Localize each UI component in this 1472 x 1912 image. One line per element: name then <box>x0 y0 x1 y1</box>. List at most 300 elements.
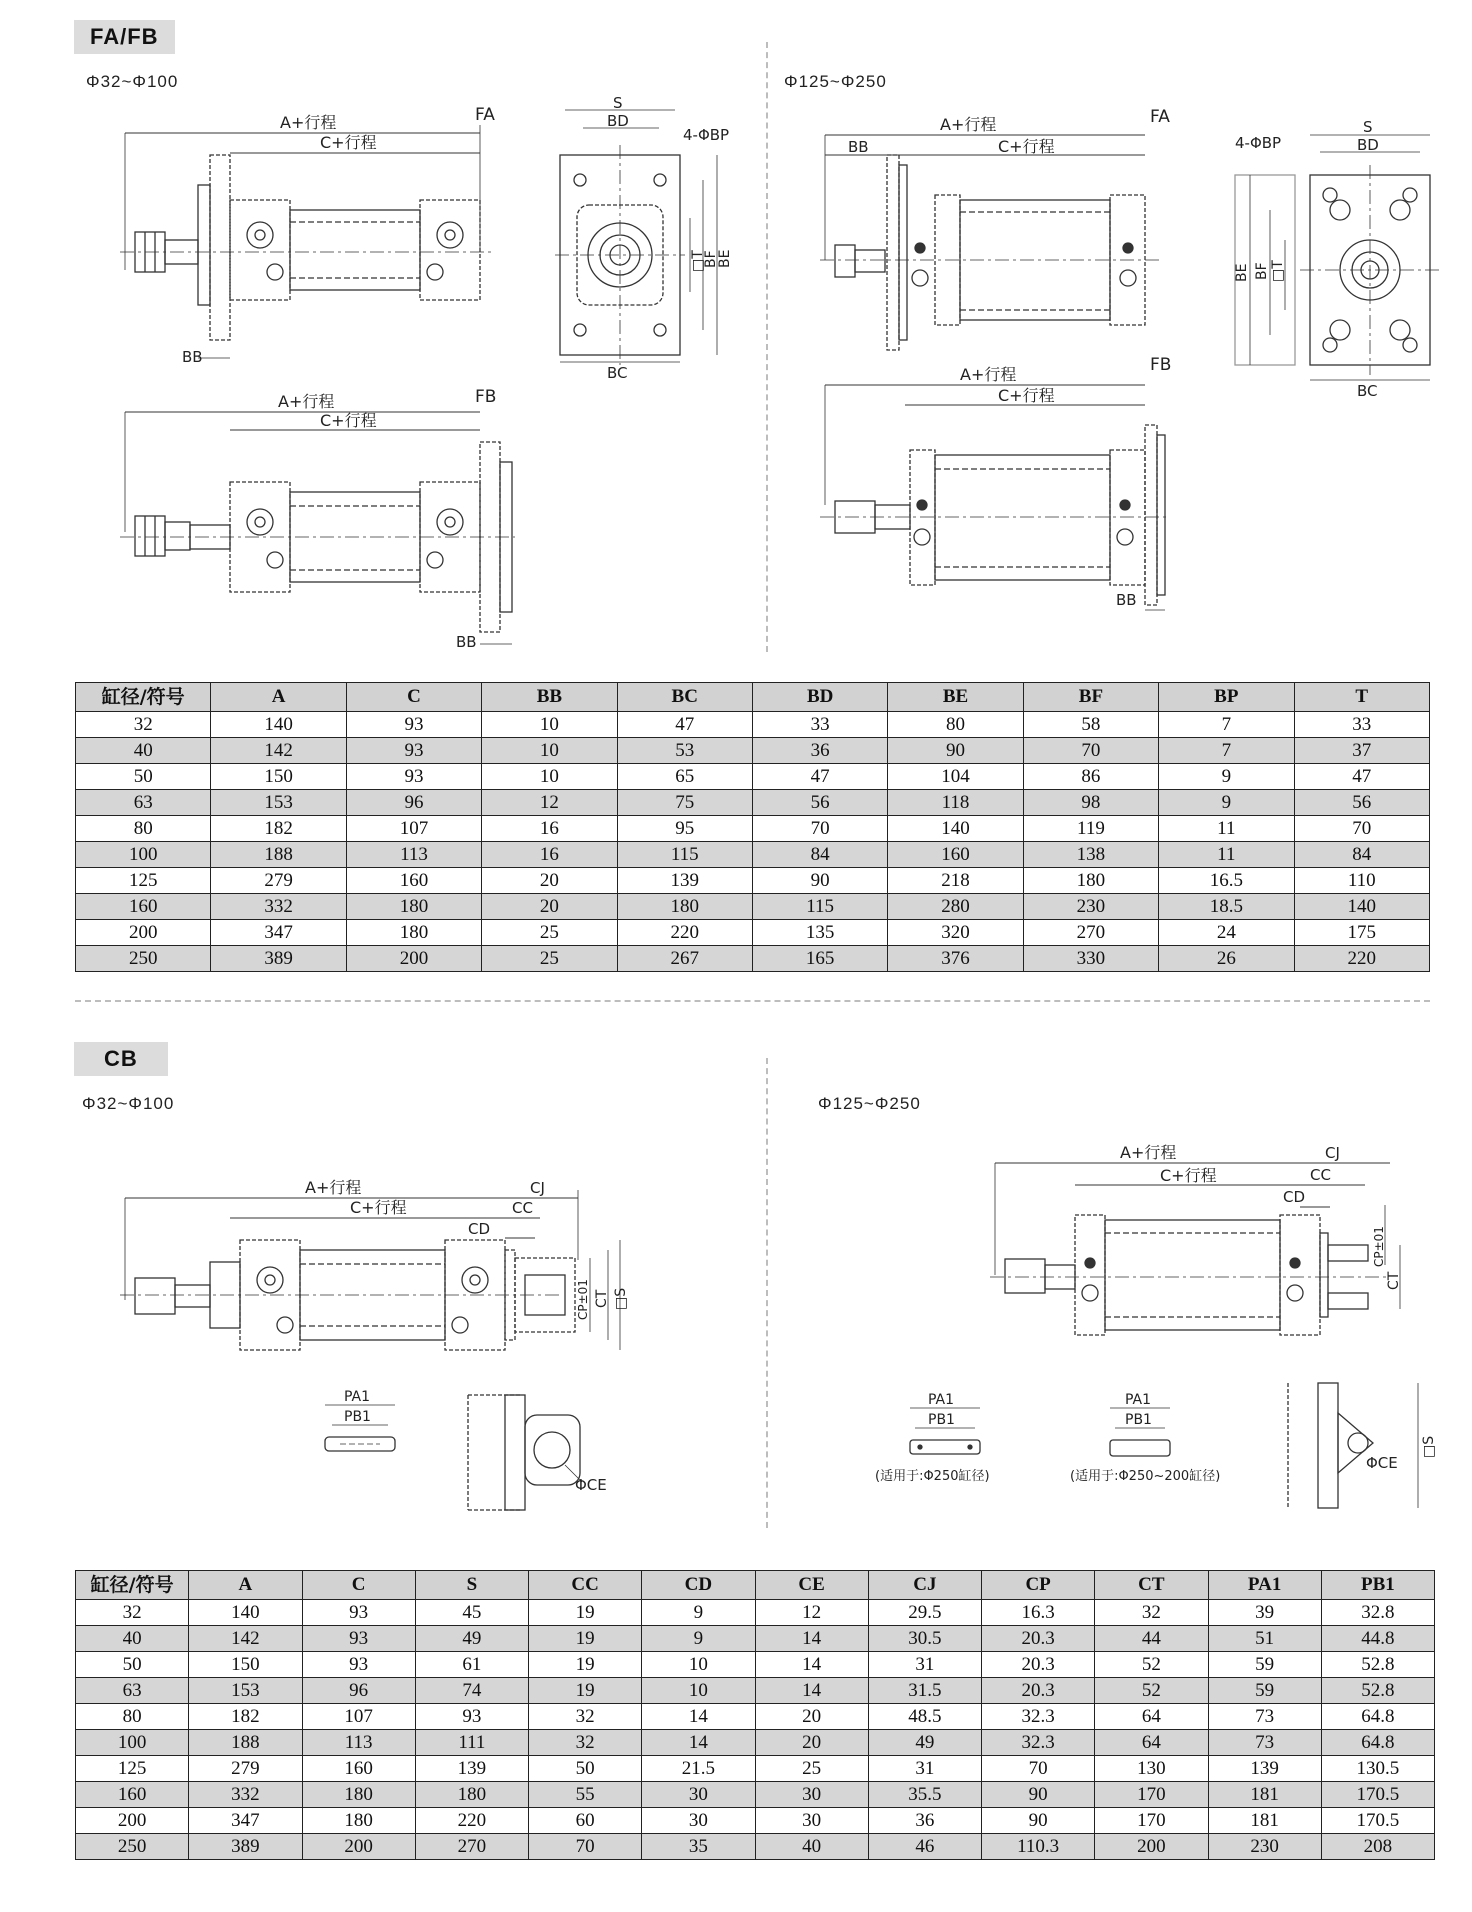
table-cell: 93 <box>346 712 481 738</box>
table-cell: 30.5 <box>868 1626 981 1652</box>
cb-small-s-label: □S <box>613 1287 629 1310</box>
table-cell: 160 <box>76 1782 189 1808</box>
table-cell: 50 <box>529 1756 642 1782</box>
table-cell: 65 <box>617 764 752 790</box>
table-cell: 32.8 <box>1321 1600 1434 1626</box>
table-cell: 180 <box>415 1782 528 1808</box>
fa-small-t-label: □T <box>690 250 706 272</box>
table-cell: 84 <box>752 842 887 868</box>
table-cell: 93 <box>302 1626 415 1652</box>
table-row <box>76 920 1430 946</box>
table-cell: 32 <box>529 1730 642 1756</box>
cb-small-a-label: A+行程 <box>305 1178 362 1197</box>
cb-large-clevis-drawing <box>1278 1378 1438 1518</box>
table-cell: 12 <box>755 1600 868 1626</box>
column-header: BD <box>752 683 887 712</box>
table-cell: 175 <box>1294 920 1429 946</box>
fb-large-fb-label: FB <box>1150 355 1172 375</box>
table-cell: 107 <box>302 1704 415 1730</box>
table-cell: 279 <box>189 1756 302 1782</box>
cb-small-ce-label: ΦCE <box>575 1476 607 1494</box>
table-cell: 56 <box>752 790 887 816</box>
table-cell: 230 <box>1023 894 1158 920</box>
table-cell: 140 <box>189 1600 302 1626</box>
fa-large-bd-label: BD <box>1357 136 1379 154</box>
table-cell: 95 <box>617 816 752 842</box>
table-cell: 180 <box>346 894 481 920</box>
table-cell: 93 <box>302 1652 415 1678</box>
cb-large-pin1-note: (适用于:Φ250缸径) <box>875 1469 990 1484</box>
fafb-section-tag: FA/FB <box>74 20 175 54</box>
cb-small-cp-label: CP±01 <box>576 1279 590 1320</box>
table-cell: 160 <box>302 1756 415 1782</box>
table-cell: 130.5 <box>1321 1756 1434 1782</box>
fb-small-c-label: C+行程 <box>320 411 377 430</box>
table-cell: 170.5 <box>1321 1808 1434 1834</box>
cb-large-pin1-pb1-label: PB1 <box>928 1412 955 1428</box>
table-cell: 93 <box>302 1600 415 1626</box>
fafb-dimension-table <box>75 682 1430 972</box>
table-cell: 181 <box>1208 1808 1321 1834</box>
table-row <box>76 946 1430 972</box>
table-cell: 75 <box>617 790 752 816</box>
table-cell: 16 <box>482 842 617 868</box>
table-cell: 170.5 <box>1321 1782 1434 1808</box>
table-cell: 90 <box>752 868 887 894</box>
table-cell: 376 <box>888 946 1023 972</box>
fa-large-bc-label: BC <box>1357 382 1378 400</box>
table-cell: 200 <box>346 946 481 972</box>
table-cell: 142 <box>189 1626 302 1652</box>
table-cell: 153 <box>189 1678 302 1704</box>
table-cell: 280 <box>888 894 1023 920</box>
table-cell: 332 <box>211 894 346 920</box>
fa-small-fa-label: FA <box>475 105 495 125</box>
table-cell: 170 <box>1095 1782 1208 1808</box>
table-cell: 389 <box>189 1834 302 1860</box>
fa-large-bp-label: 4-ΦBP <box>1235 134 1282 152</box>
table-cell: 55 <box>529 1782 642 1808</box>
table-cell: 32 <box>76 1600 189 1626</box>
table-cell: 320 <box>888 920 1023 946</box>
cb-small-side-drawing <box>120 1180 680 1380</box>
column-header: CJ <box>868 1571 981 1600</box>
column-header: BE <box>888 683 1023 712</box>
table-cell: 73 <box>1208 1704 1321 1730</box>
fa-small-bc-label: BC <box>607 364 628 382</box>
table-cell: 142 <box>211 738 346 764</box>
table-row <box>76 764 1430 790</box>
table-cell: 30 <box>642 1808 755 1834</box>
table-cell: 230 <box>1208 1834 1321 1860</box>
table-cell: 33 <box>1294 712 1429 738</box>
table-cell: 70 <box>529 1834 642 1860</box>
table-cell: 19 <box>529 1678 642 1704</box>
table-cell: 180 <box>302 1808 415 1834</box>
table-cell: 26 <box>1159 946 1294 972</box>
fa-small-be-label: BE <box>717 249 733 268</box>
table-cell: 19 <box>529 1600 642 1626</box>
table-cell: 44 <box>1095 1626 1208 1652</box>
table-cell: 332 <box>189 1782 302 1808</box>
table-cell: 48.5 <box>868 1704 981 1730</box>
table-cell: 56 <box>1294 790 1429 816</box>
table-cell: 218 <box>888 868 1023 894</box>
table-cell: 140 <box>211 712 346 738</box>
table-cell: 96 <box>346 790 481 816</box>
table-cell: 130 <box>1095 1756 1208 1782</box>
table-cell: 64 <box>1095 1730 1208 1756</box>
table-cell: 21.5 <box>642 1756 755 1782</box>
table-cell: 115 <box>617 842 752 868</box>
column-header: PB1 <box>1321 1571 1434 1600</box>
table-cell: 40 <box>76 738 211 764</box>
table-cell: 25 <box>482 946 617 972</box>
table-cell: 86 <box>1023 764 1158 790</box>
cb-large-cj-label: CJ <box>1325 1144 1340 1162</box>
table-row <box>76 790 1430 816</box>
column-header: CC <box>529 1571 642 1600</box>
table-cell: 135 <box>752 920 887 946</box>
table-row <box>76 738 1430 764</box>
table-cell: 46 <box>868 1834 981 1860</box>
table-cell: 36 <box>752 738 887 764</box>
fa-small-a-label: A+行程 <box>280 113 337 132</box>
fb-large-a-label: A+行程 <box>960 365 1017 384</box>
table-cell: 220 <box>1294 946 1429 972</box>
table-cell: 347 <box>211 920 346 946</box>
table-cell: 113 <box>302 1730 415 1756</box>
table-cell: 110.3 <box>982 1834 1095 1860</box>
table-cell: 100 <box>76 1730 189 1756</box>
column-header: A <box>211 683 346 712</box>
table-cell: 208 <box>1321 1834 1434 1860</box>
table-cell: 47 <box>752 764 887 790</box>
cb-large-pin-250-drawing <box>870 1388 1040 1488</box>
table-cell: 279 <box>211 868 346 894</box>
cb-large-pin1-pa1-label: PA1 <box>928 1392 955 1408</box>
table-cell: 93 <box>346 738 481 764</box>
table-cell: 20 <box>755 1730 868 1756</box>
column-header: PA1 <box>1208 1571 1321 1600</box>
table-cell: 30 <box>755 1808 868 1834</box>
table-cell: 7 <box>1159 738 1294 764</box>
cb-large-c-label: C+行程 <box>1160 1166 1217 1185</box>
table-cell: 10 <box>482 764 617 790</box>
cb-dimension-table <box>75 1570 1435 1860</box>
table-cell: 220 <box>415 1808 528 1834</box>
table-cell: 37 <box>1294 738 1429 764</box>
column-header: S <box>415 1571 528 1600</box>
column-header: CE <box>755 1571 868 1600</box>
table-cell: 30 <box>642 1782 755 1808</box>
table-row <box>76 894 1430 920</box>
table-cell: 10 <box>482 712 617 738</box>
table-cell: 9 <box>1159 790 1294 816</box>
table-cell: 180 <box>346 920 481 946</box>
table-cell: 20.3 <box>982 1626 1095 1652</box>
table-cell: 19 <box>529 1626 642 1652</box>
table-row <box>76 842 1430 868</box>
fafb-table-header <box>76 683 1430 712</box>
table-cell: 188 <box>189 1730 302 1756</box>
fa-large-a-label: A+行程 <box>940 115 997 134</box>
table-cell: 104 <box>888 764 1023 790</box>
fa-large-fa-label: FA <box>1150 107 1170 127</box>
table-cell: 12 <box>482 790 617 816</box>
table-cell: 70 <box>982 1756 1095 1782</box>
table-cell: 63 <box>76 790 211 816</box>
column-header: C <box>346 683 481 712</box>
cb-small-c-label: C+行程 <box>350 1198 407 1217</box>
table-cell: 51 <box>1208 1626 1321 1652</box>
table-cell: 160 <box>346 868 481 894</box>
fa-large-t-label: □T <box>1270 260 1286 282</box>
table-cell: 14 <box>755 1626 868 1652</box>
fa-small-bb-label: BB <box>182 348 203 366</box>
column-header: CD <box>642 1571 755 1600</box>
table-cell: 150 <box>189 1652 302 1678</box>
table-cell: 16.3 <box>982 1600 1095 1626</box>
cb-large-s-label: □S <box>1421 1435 1437 1458</box>
table-cell: 58 <box>1023 712 1158 738</box>
column-header: BC <box>617 683 752 712</box>
table-cell: 107 <box>346 816 481 842</box>
table-cell: 16 <box>482 816 617 842</box>
cb-large-pin-250-200-drawing <box>1065 1388 1265 1488</box>
table-cell: 200 <box>76 1808 189 1834</box>
table-cell: 200 <box>76 920 211 946</box>
column-header: CP <box>982 1571 1095 1600</box>
fb-small-bb-label: BB <box>456 633 477 651</box>
table-cell: 200 <box>1095 1834 1208 1860</box>
table-cell: 14 <box>755 1678 868 1704</box>
table-cell: 31.5 <box>868 1678 981 1704</box>
fb-large-bb-label: BB <box>1116 591 1137 609</box>
table-cell: 98 <box>1023 790 1158 816</box>
cb-range-large: Φ125~Φ250 <box>818 1094 921 1113</box>
table-cell: 20 <box>755 1704 868 1730</box>
fafb-range-small: Φ32~Φ100 <box>86 72 179 91</box>
fb-small-side-drawing <box>120 382 520 652</box>
cb-small-pin-drawing <box>320 1385 410 1465</box>
table-cell: 140 <box>888 816 1023 842</box>
table-cell: 100 <box>76 842 211 868</box>
table-cell: 44.8 <box>1321 1626 1434 1652</box>
table-cell: 160 <box>888 842 1023 868</box>
table-row <box>76 1704 1435 1730</box>
fa-small-s-label: S <box>613 94 623 112</box>
table-cell: 250 <box>76 1834 189 1860</box>
table-row <box>76 1756 1435 1782</box>
cb-large-ct-label: CT <box>1386 1271 1402 1290</box>
table-row <box>76 1652 1435 1678</box>
fa-small-side-drawing <box>120 100 500 370</box>
table-cell: 24 <box>1159 920 1294 946</box>
table-cell: 49 <box>415 1626 528 1652</box>
table-cell: 20.3 <box>982 1652 1095 1678</box>
table-cell: 53 <box>617 738 752 764</box>
table-cell: 61 <box>415 1652 528 1678</box>
table-cell: 84 <box>1294 842 1429 868</box>
table-cell: 180 <box>1023 868 1158 894</box>
cb-large-cd-label: CD <box>1283 1188 1306 1206</box>
table-cell: 270 <box>415 1834 528 1860</box>
table-cell: 80 <box>76 1704 189 1730</box>
column-header: C <box>302 1571 415 1600</box>
table-cell: 111 <box>415 1730 528 1756</box>
fa-large-c-label: C+行程 <box>998 137 1055 156</box>
table-cell: 139 <box>415 1756 528 1782</box>
table-row <box>76 1600 1435 1626</box>
table-cell: 20 <box>482 894 617 920</box>
table-cell: 64.8 <box>1321 1730 1434 1756</box>
table-cell: 20 <box>482 868 617 894</box>
table-cell: 93 <box>346 764 481 790</box>
table-cell: 32.3 <box>982 1730 1095 1756</box>
cb-small-cd-label: CD <box>468 1220 491 1238</box>
table-cell: 40 <box>76 1626 189 1652</box>
table-cell: 9 <box>642 1600 755 1626</box>
table-cell: 14 <box>642 1704 755 1730</box>
table-cell: 33 <box>752 712 887 738</box>
table-cell: 80 <box>888 712 1023 738</box>
fa-large-s-label: S <box>1363 118 1373 136</box>
table-cell: 7 <box>1159 712 1294 738</box>
cb-small-pb1-label: PB1 <box>344 1409 371 1425</box>
cb-small-pa1-label: PA1 <box>344 1389 371 1405</box>
fa-small-front-drawing <box>555 94 770 382</box>
table-cell: 20.3 <box>982 1678 1095 1704</box>
table-cell: 11 <box>1159 816 1294 842</box>
cb-large-pin2-note: (适用于:Φ250~200缸径) <box>1070 1469 1221 1484</box>
table-cell: 9 <box>1159 764 1294 790</box>
column-header: 缸径/符号 <box>76 1571 189 1600</box>
table-cell: 80 <box>76 816 211 842</box>
cb-small-cc-label: CC <box>512 1199 533 1217</box>
table-cell: 90 <box>888 738 1023 764</box>
table-cell: 70 <box>1023 738 1158 764</box>
table-cell: 119 <box>1023 816 1158 842</box>
table-cell: 47 <box>1294 764 1429 790</box>
table-cell: 10 <box>642 1652 755 1678</box>
table-cell: 115 <box>752 894 887 920</box>
fa-large-side-drawing <box>820 100 1180 360</box>
table-cell: 180 <box>302 1782 415 1808</box>
table-cell: 10 <box>482 738 617 764</box>
table-cell: 63 <box>76 1678 189 1704</box>
cb-section-tag: CB <box>74 1042 168 1076</box>
table-cell: 35 <box>642 1834 755 1860</box>
table-cell: 220 <box>617 920 752 946</box>
column-header: 缸径/符号 <box>76 683 211 712</box>
column-header: BF <box>1023 683 1158 712</box>
table-cell: 180 <box>617 894 752 920</box>
table-row <box>76 1808 1435 1834</box>
table-cell: 60 <box>529 1808 642 1834</box>
table-cell: 10 <box>642 1678 755 1704</box>
table-cell: 47 <box>617 712 752 738</box>
fb-small-a-label: A+行程 <box>278 392 335 411</box>
table-cell: 389 <box>211 946 346 972</box>
table-cell: 64 <box>1095 1704 1208 1730</box>
table-cell: 70 <box>1294 816 1429 842</box>
table-cell: 270 <box>1023 920 1158 946</box>
table-cell: 49 <box>868 1730 981 1756</box>
fa-small-c-label: C+行程 <box>320 133 377 152</box>
table-cell: 118 <box>888 790 1023 816</box>
table-cell: 181 <box>1208 1782 1321 1808</box>
cb-large-cc-label: CC <box>1310 1166 1331 1184</box>
table-cell: 25 <box>482 920 617 946</box>
table-cell: 19 <box>529 1652 642 1678</box>
fa-small-bf-label: BF <box>703 250 719 268</box>
table-cell: 70 <box>752 816 887 842</box>
fafb-range-large: Φ125~Φ250 <box>784 72 887 91</box>
table-cell: 165 <box>752 946 887 972</box>
table-cell: 250 <box>76 946 211 972</box>
table-cell: 125 <box>76 1756 189 1782</box>
cb-large-cp-label: CP±01 <box>1372 1226 1386 1267</box>
table-row <box>76 712 1430 738</box>
table-cell: 110 <box>1294 868 1429 894</box>
table-cell: 16.5 <box>1159 868 1294 894</box>
table-cell: 32 <box>76 712 211 738</box>
table-row <box>76 816 1430 842</box>
table-cell: 11 <box>1159 842 1294 868</box>
table-cell: 50 <box>76 764 211 790</box>
table-cell: 52.8 <box>1321 1678 1434 1704</box>
table-cell: 182 <box>189 1704 302 1730</box>
table-cell: 45 <box>415 1600 528 1626</box>
column-header: CT <box>1095 1571 1208 1600</box>
cb-large-side-drawing <box>990 1145 1430 1350</box>
table-row <box>76 1834 1435 1860</box>
fa-small-bd-label: BD <box>607 112 629 130</box>
table-cell: 90 <box>982 1782 1095 1808</box>
table-cell: 90 <box>982 1808 1095 1834</box>
table-cell: 50 <box>76 1652 189 1678</box>
fa-small-bp-label: 4-ΦBP <box>683 126 730 144</box>
table-cell: 32.3 <box>982 1704 1095 1730</box>
table-cell: 182 <box>211 816 346 842</box>
table-cell: 31 <box>868 1756 981 1782</box>
table-cell: 39 <box>1208 1600 1321 1626</box>
table-cell: 29.5 <box>868 1600 981 1626</box>
table-cell: 188 <box>211 842 346 868</box>
table-cell: 40 <box>755 1834 868 1860</box>
table-row <box>76 1626 1435 1652</box>
table-cell: 52.8 <box>1321 1652 1434 1678</box>
fb-large-side-drawing <box>820 355 1200 620</box>
table-cell: 73 <box>1208 1730 1321 1756</box>
table-cell: 138 <box>1023 842 1158 868</box>
cb-small-cj-label: CJ <box>530 1179 545 1197</box>
table-cell: 59 <box>1208 1652 1321 1678</box>
cb-small-ct-label: CT <box>594 1289 610 1308</box>
table-cell: 153 <box>211 790 346 816</box>
table-cell: 139 <box>1208 1756 1321 1782</box>
cb-large-pin2-pa1-label: PA1 <box>1125 1392 1152 1408</box>
table-cell: 113 <box>346 842 481 868</box>
table-cell: 74 <box>415 1678 528 1704</box>
table-row <box>76 1678 1435 1704</box>
fb-large-c-label: C+行程 <box>998 386 1055 405</box>
table-cell: 52 <box>1095 1652 1208 1678</box>
cb-large-a-label: A+行程 <box>1120 1143 1177 1162</box>
fa-large-bf-label: BF <box>1254 262 1270 280</box>
table-cell: 32 <box>1095 1600 1208 1626</box>
